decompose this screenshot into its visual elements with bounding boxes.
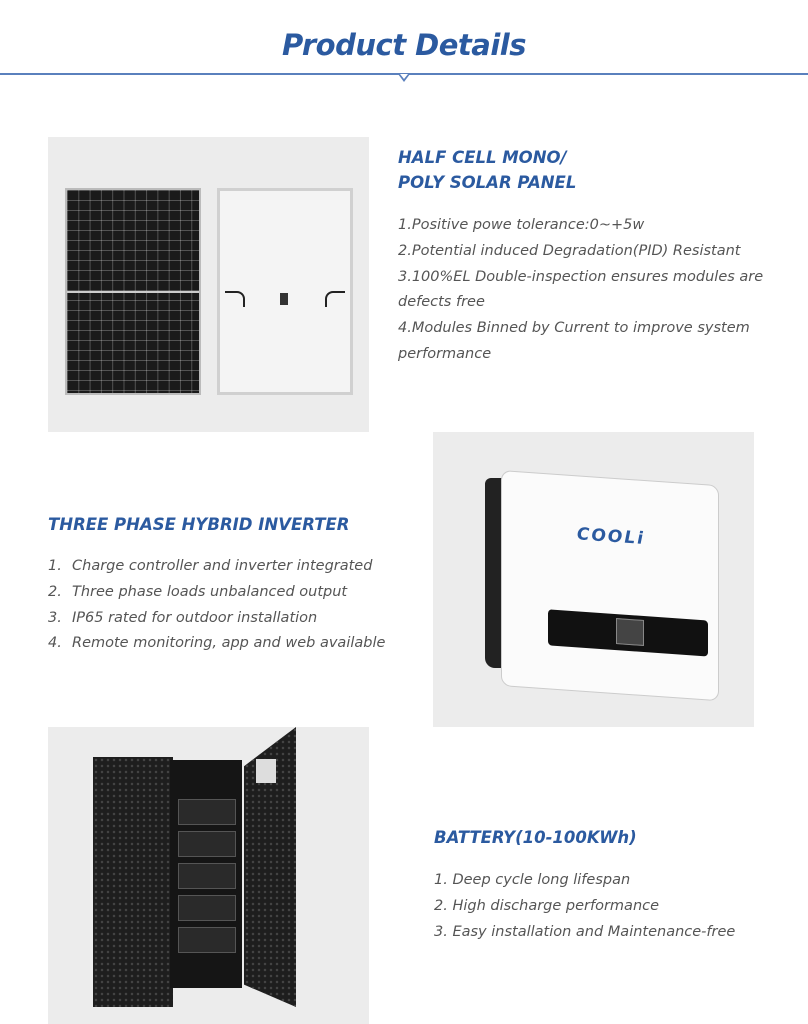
solar-panel-heading xyxy=(398,145,576,195)
battery-module xyxy=(178,863,236,889)
solar-panel-features xyxy=(398,213,798,368)
inverter-image xyxy=(433,432,754,727)
item-number: 1. xyxy=(48,558,62,574)
inverter-features xyxy=(48,554,438,657)
feature-item: 1. Deep cycle long lifespan xyxy=(434,872,631,888)
battery-features xyxy=(434,868,804,945)
heading-line: HALF CELL MONO/ xyxy=(398,148,567,167)
feature-item xyxy=(48,580,438,606)
battery-module xyxy=(178,799,236,825)
battery-cabinet-image xyxy=(48,727,369,1024)
feature-item: 1.Positive powe tolerance:0~+5w xyxy=(398,217,645,233)
page-title: Product Details xyxy=(282,28,526,62)
cabinet-door-left xyxy=(93,757,173,1007)
feature-item xyxy=(48,554,438,580)
item-text: Charge controller and inverter integrated xyxy=(72,558,373,574)
item-text: Three phase loads unbalanced output xyxy=(72,583,348,600)
feature-item: 2.Potential induced Degradation(PID) Resistant xyxy=(398,242,741,259)
battery-module xyxy=(178,927,236,953)
item-number: 2. xyxy=(48,583,62,600)
feature-item: 2. High discharge performance xyxy=(434,897,660,914)
feature-item: 3.100%EL Double-inspection ensures modules are defects free xyxy=(398,268,764,311)
item-text: Remote monitoring, app and web available xyxy=(72,635,386,652)
solar-panel-back xyxy=(217,188,353,395)
heading-line: POLY SOLAR PANEL xyxy=(398,173,577,192)
feature-item: 4.Modules Binned by Current to improve system performance xyxy=(398,320,750,362)
inverter-heading: THREE PHASE HYBRID INVERTER xyxy=(48,515,350,534)
solar-panel-front xyxy=(65,188,201,395)
item-number: 3. xyxy=(48,609,62,626)
solar-panel-image xyxy=(48,137,369,432)
battery-module xyxy=(178,831,236,857)
item-text: IP65 rated for outdoor installation xyxy=(72,609,318,626)
feature-item xyxy=(48,606,438,632)
battery-module xyxy=(178,895,236,921)
battery-heading: BATTERY(10-100KWh) xyxy=(434,828,637,847)
feature-item xyxy=(48,631,438,657)
inverter-display-panel xyxy=(548,609,708,656)
item-number: 4. xyxy=(48,635,62,652)
feature-item: 3. Easy installation and Maintenance-free xyxy=(434,923,736,940)
brand-logo: COOLi xyxy=(576,524,646,550)
inverter-body xyxy=(501,470,719,701)
